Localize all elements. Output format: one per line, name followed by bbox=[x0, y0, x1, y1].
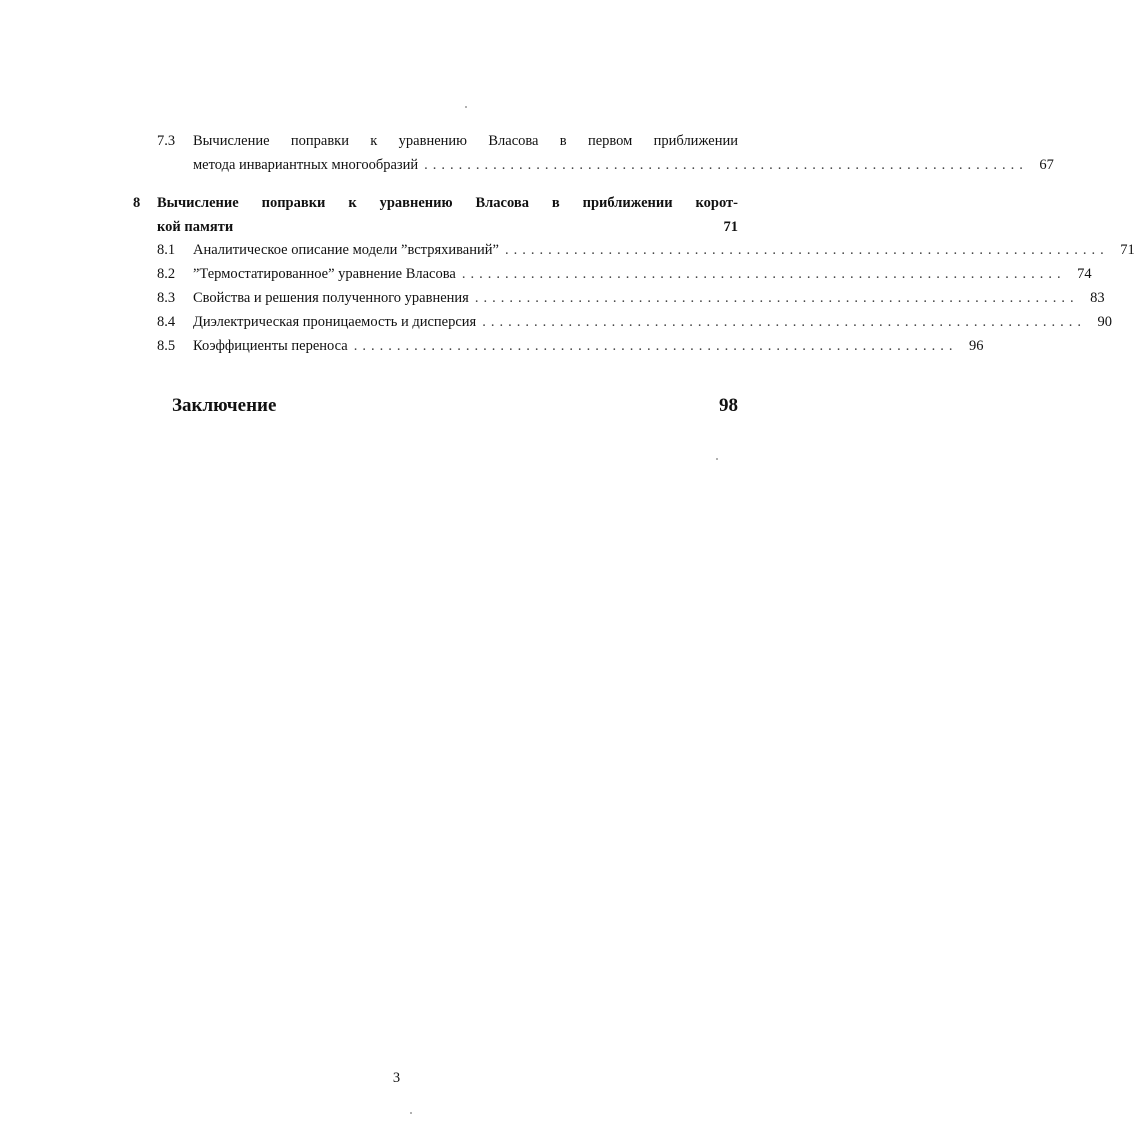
section-title: Коэффициенты переноса bbox=[193, 338, 348, 354]
toc-entry-8-3[interactable] bbox=[157, 286, 1105, 310]
section-number: 8.2 bbox=[157, 266, 176, 282]
section-title-line1: Вычисление поправки к уравнению Власова в первом приближении bbox=[193, 133, 738, 149]
dot-leader: ...................................................................... bbox=[504, 242, 1109, 258]
dot-leader: ...................................................................... bbox=[474, 290, 1079, 306]
section-title-line2: метода инвариантных многообразий bbox=[193, 157, 419, 173]
scan-speck bbox=[410, 1112, 412, 1114]
section-title: Аналитическое описание модели ”встряхиваний” bbox=[193, 242, 499, 258]
page-number: 90 bbox=[1097, 314, 1112, 330]
page-number: 74 bbox=[1077, 266, 1092, 282]
section-number: 8.5 bbox=[157, 338, 176, 354]
page-number: 83 bbox=[1090, 290, 1105, 306]
section-title: Свойства и решения полученного уравнения bbox=[193, 290, 469, 306]
scan-speck bbox=[716, 458, 718, 460]
dot-leader: ...................................................................... bbox=[424, 157, 1028, 173]
page-number: 71 bbox=[723, 219, 738, 235]
conclusion-title: Заключение bbox=[172, 395, 277, 416]
section-title: Диэлектрическая проницаемость и дисперсия bbox=[193, 314, 477, 330]
section-number: 8.3 bbox=[157, 290, 176, 306]
chapter-title-line1: Вычисление поправки к уравнению Власова в приближении корот- bbox=[157, 195, 738, 211]
chapter-number: 8 bbox=[133, 195, 141, 211]
chapter-title-line2: кой памяти bbox=[157, 219, 234, 235]
dot-leader: ...................................................................... bbox=[461, 266, 1066, 282]
toc-entry-8-5[interactable] bbox=[157, 334, 984, 358]
toc-entry-chapter-8[interactable] bbox=[133, 191, 738, 239]
page-number: 71 bbox=[1120, 242, 1135, 258]
toc-entry-conclusion[interactable] bbox=[172, 392, 738, 420]
dot-leader: ...................................................................... bbox=[482, 314, 1086, 330]
conclusion-page-number: 98 bbox=[719, 395, 738, 416]
page-number: 67 bbox=[1039, 157, 1054, 173]
page-number: 96 bbox=[968, 338, 984, 354]
toc-entry-8-2[interactable] bbox=[157, 262, 1092, 286]
section-title: ”Термостатированное” уравнение Власова bbox=[193, 266, 456, 282]
section-number: 7.3 bbox=[157, 133, 176, 149]
dot-leader: ...................................................................... bbox=[353, 338, 958, 354]
section-number: 8.4 bbox=[157, 314, 176, 330]
scan-speck bbox=[465, 106, 467, 108]
toc-entry-8-4[interactable] bbox=[157, 310, 1112, 334]
toc-entry-7-3[interactable] bbox=[157, 129, 1054, 177]
toc-entry-8-1[interactable] bbox=[157, 238, 1135, 262]
footer-page-number: 3 bbox=[392, 1070, 401, 1086]
section-number: 8.1 bbox=[157, 242, 176, 258]
